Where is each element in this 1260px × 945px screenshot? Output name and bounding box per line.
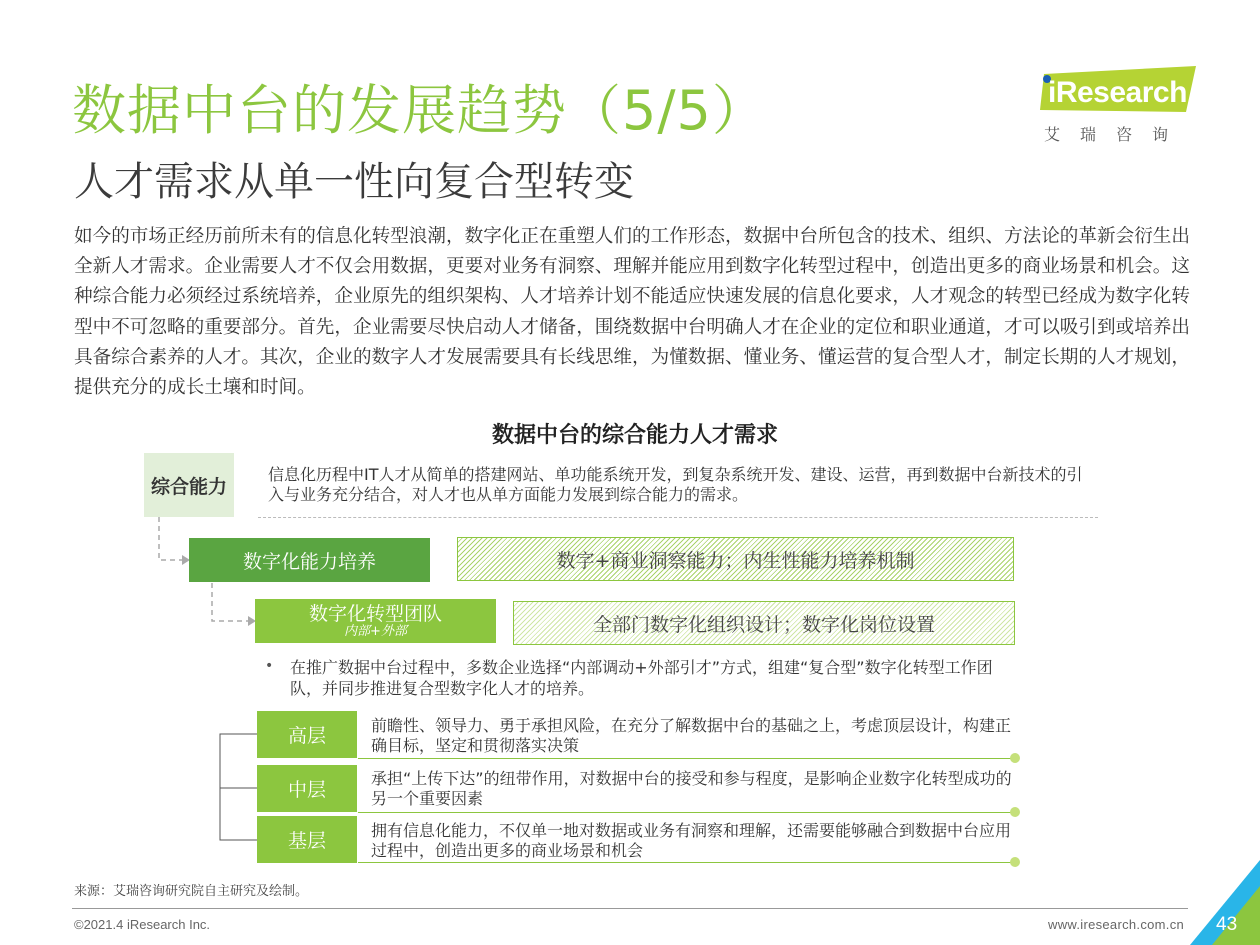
tier-middle-underline [358,812,1014,813]
digital-transformation-team-box [255,599,496,643]
team-sublabel: 内部+外部 [344,624,407,639]
logo-cn-name: 艾瑞咨询 [1044,125,1189,144]
team-label: 数字化转型团队 [308,603,442,625]
intro-paragraph: 如今的市场正经历前所未有的信息化转型浪潮，数字化正在重塑人们的工作形态，数据中台所包含的技术、组织、方法论的革新会衍生出全新人才需求。企业需要人才不仅会用数据，更要对业务有洞察、理解并能应用到数字化转型过程中，创造出更多的商业场景和机会。这种综合能力必须经过系统培养，企业原先的组织架构、人才培养计划不能适应快速发展的信息化要求，人才观念的转型已经成为数字化转型中不可忽略的重要部分。首先，企业需要尽快启动人才储备，围绕数据中台明确人才在企业的定位和职业通道，才可以吸引到或培养出具备综合素养的人才。其次，企业的数字人才发展需要具有长线思维，为懂数据、懂业务、懂运营的复合型人才，制定长期的人才规划，提供充分的成长土壤和时间。 [74,226,1190,399]
digital-team-detail: 全部门数字化组织设计；数字化岗位设置 [513,601,1015,645]
tier-grassroots-underline [358,862,1014,863]
page-number: 43 [1216,914,1238,935]
logo-text: iResearch [1048,76,1187,109]
tier-middle-box: 中层 [257,765,357,812]
tier-senior-description: 前瞻性、领导力、勇于承担风险，在充分了解数据中台的基础之上，考虑顶层设计，构建正确目标，坚定和贯彻落实决策 [371,716,1012,755]
tier-senior-underline [358,758,1014,759]
bullet-text: 在推广数据中台过程中，多数企业选择“内部调动+外部引才”方式，组建“复合型”数字化转型工作团队，并同步推进复合型数字化人才的培养。 [290,658,993,698]
copyright-text: ©2021.4 iResearch Inc. [74,917,211,932]
bullet-marker: • [265,658,274,674]
comprehensive-ability-box: 综合能力 [144,453,234,517]
page-title: 数据中台的发展趋势（5/5） [72,79,767,142]
website-link[interactable]: www.iresearch.com.cn [1048,917,1185,932]
footer-divider [72,908,1188,909]
diagram-title: 数据中台的综合能力人才需求 [491,423,778,448]
tier-grassroots-description: 拥有信息化能力，不仅单一地对数据或业务有洞察和理解，还需要能够融合到数据中台应用过程中，创造出更多的商业场景和机会 [371,821,1012,860]
tier-senior-box: 高层 [257,711,357,758]
digital-capability-cultivation-box: 数字化能力培养 [189,538,430,582]
tier-grassroots-dot [1010,857,1020,867]
digital-capability-detail: 数字+商业洞察能力；内生性能力培养机制 [457,537,1014,581]
tier-middle-description: 承担“上传下达”的纽带作用，对数据中台的接受和参与程度，是影响企业数字化转型成功的另一个重要因素 [371,769,1012,808]
tier-grassroots-box: 基层 [257,816,357,863]
page-subtitle: 人才需求从单一性向复合型转变 [74,159,634,205]
source-note: 来源：艾瑞咨询研究院自主研究及绘制。 [74,884,309,899]
tier-middle-dot [1010,807,1020,817]
comprehensive-ability-description: 信息化历程中IT人才从简单的搭建网站、单功能系统开发，到复杂系统开发、建设、运营，再到数据中台新技术的引入与业务充分结合，对人才也从单方面能力发展到综合能力的需求。 [268,465,1083,504]
tier-senior-dot [1010,753,1020,763]
